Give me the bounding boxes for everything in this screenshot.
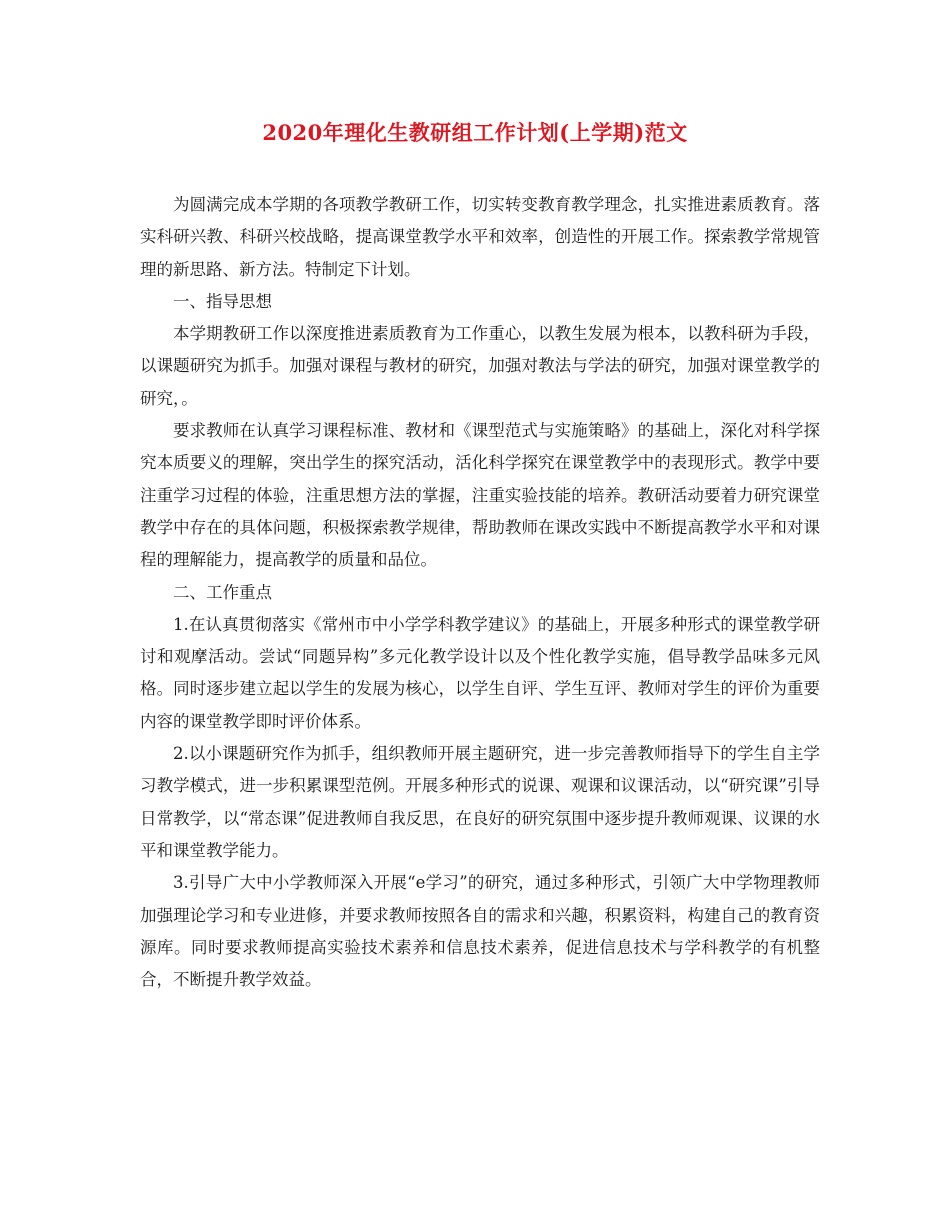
list-item-focus-1: 1.在认真贯彻落实《常州市中小学学科教学建议》的基础上，开展多种形式的课堂教学研讨和观摩活动。尝试“同题异构”多元化教学设计以及个性化教学实施，倡导教学品味多元风格。同时逐步建立起以学生的发展为核心，以学生自评、学生互评、教师对学生的评价为重要内容的课堂教学即时评价体系。 xyxy=(140,614,820,731)
list-item-focus-2: 2.以小课题研究作为抓手，组织教师开展主题研究，进一步完善教师指导下的学生自主学习教学模式，进一步积累课型范例。开展多种形式的说课、观课和议课活动，以“研究课”引导日常教学，以“常态课”促进教师自我反思，在良好的研究氛围中逐步提升教师观课、议课的水平和课堂教学能力。 xyxy=(140,744,820,860)
document-title: 2020年理化生教研组工作计划(上学期)范文 xyxy=(262,120,688,145)
document-body xyxy=(140,189,820,996)
paragraph-teacher-requirements: 要求教师在认真学习课程标准、教材和《课型范式与实施策略》的基础上，深化对科学探究本质要义的理解，突出学生的探究活动，活化科学探究在课堂教学中的表现形式。教学中要注重学习过程的体验，注重思想方法的掌握，注重实验技能的培养。教研活动要着力研究课堂教学中存在的具体问题，积极探索教学规律，帮助教师在课改实践中不断提高教学水平和对课程的理解能力，提高教学的质量和品位。 xyxy=(140,421,820,570)
section-heading-work-focus: 二、工作重点 xyxy=(173,582,272,602)
list-item-focus-3: 3.引导广大中小学教师深入开展“e学习”的研究，通过多种形式，引领广大中学物理教师加强理论学习和专业进修，并要求教师按照各自的需求和兴趣，积累资料，构建自己的教育资源库。同时要求教师提高实验技术素养和信息技术素养，促进信息技术与学科教学的有机整合，不断提升教学效益。 xyxy=(140,873,820,990)
paragraph-guiding-ideology: 本学期教研工作以深度推进素质教育为工作重心，以教生发展为根本，以教科研为手段，以课题研究为抓手。加强对课程与教材的研究，加强对教法与学法的研究，加强对课堂教学的研究，。 xyxy=(140,324,820,408)
paragraph-intro: 为圆满完成本学期的各项教学教研工作，切实转变教育教学理念，扎实推进素质教育。落实科研兴教、科研兴校战略，提高课堂教学水平和效率，创造性的开展工作。探索教学常规管理的新思路、新方法。特制定下计划。 xyxy=(140,195,820,279)
section-heading-guiding-ideology: 一、指导思想 xyxy=(173,291,272,311)
